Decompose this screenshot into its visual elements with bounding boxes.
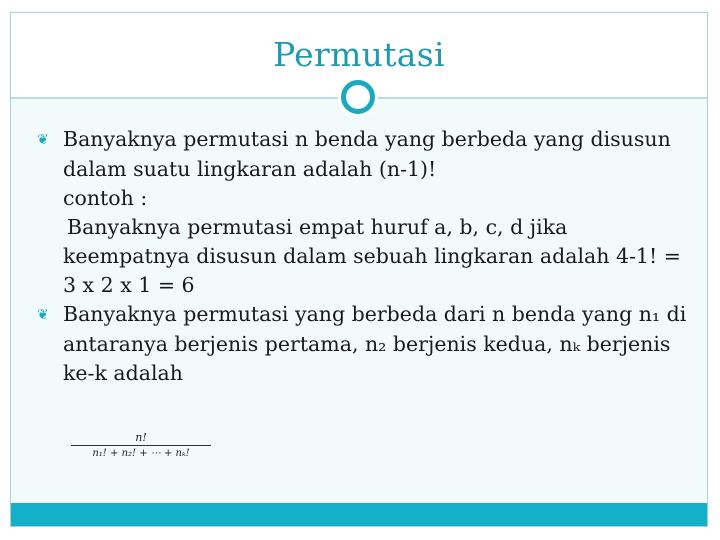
bullet2-line3: ke-k adalah: [63, 361, 183, 385]
bullet1-line1: Banyaknya permutasi n benda yang berbeda yang disusun: [63, 127, 671, 151]
bullet1-line2: dalam suatu lingkaran adalah (n-1)!: [63, 157, 437, 181]
bullet1-line3: contoh :: [63, 186, 148, 210]
bullet2-line1: Banyaknya permutasi yang berbeda dari n benda yang n₁ di: [63, 302, 687, 326]
bottom-band: [11, 503, 707, 526]
bullet-point-2: [25, 300, 695, 330]
formula-numerator: n!: [71, 431, 211, 446]
formula-denominator: n₁! + n₂! + ⋯ + nₖ!: [92, 448, 190, 459]
formula: [71, 431, 211, 459]
slide-content: [25, 125, 695, 388]
bullet2-line2: antaranya berjenis pertama, n₂ berjenis kedua, nₖ berjenis: [63, 332, 671, 356]
leaf-bullet-icon: ❦: [37, 307, 49, 323]
slide: [10, 12, 708, 527]
leaf-bullet-icon: ❦: [37, 132, 49, 148]
bullet1-line4: Banyaknya permutasi empat huruf a, b, c, d jika: [67, 215, 568, 239]
bullet1-line5: keempatnya disusun dalam sebuah lingkaran adalah 4-1! =: [63, 244, 681, 268]
ring-icon: [341, 80, 375, 114]
bullet-point-1: [25, 125, 695, 155]
bullet1-line6: 3 x 2 x 1 = 6: [63, 273, 195, 297]
slide-title: Permutasi: [273, 35, 445, 74]
